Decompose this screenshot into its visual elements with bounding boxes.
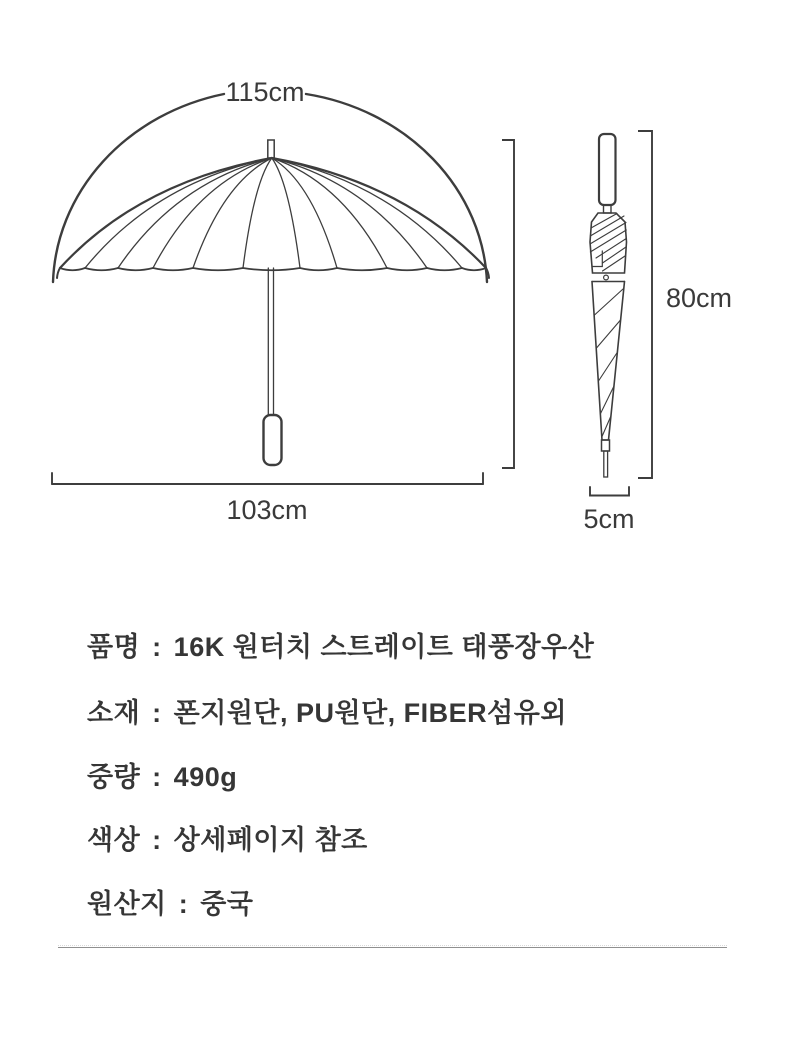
spec-separator: : xyxy=(152,632,162,662)
spec-label: 소재 xyxy=(87,698,141,728)
spec-value: 16K 원터치 스트레이트 태풍장우산 xyxy=(173,632,595,662)
tip-rod xyxy=(604,451,608,477)
umbrella-shaft xyxy=(268,268,273,415)
spec-row-weight xyxy=(87,755,237,794)
spec-separator: : xyxy=(178,889,189,919)
spec-label: 원산지 xyxy=(87,889,167,919)
spec-row-origin xyxy=(87,882,253,921)
spec-value: 490g xyxy=(173,762,238,792)
canopy-ribs xyxy=(60,158,486,268)
height-dimension-label: 80cm xyxy=(666,283,733,313)
section-divider xyxy=(58,945,727,948)
closed-umbrella-handle xyxy=(599,134,616,205)
snap-button xyxy=(604,275,609,280)
open-umbrella-front-view xyxy=(52,94,489,484)
folded-canopy-top xyxy=(590,213,627,273)
spec-label: 품명 xyxy=(87,632,141,662)
spec-value: 폰지원단, PU원단, FIBER섬유외 xyxy=(173,698,567,728)
spec-value: 중국 xyxy=(200,889,254,919)
handle-neck xyxy=(604,205,612,213)
closed-umbrella-height-bracket xyxy=(638,131,652,478)
spec-row-material xyxy=(87,691,567,730)
closed-umbrella-side-view xyxy=(590,134,629,496)
width-dimension-line xyxy=(52,473,483,484)
folded-canopy-body-stripes xyxy=(595,289,624,437)
umbrella-handle xyxy=(264,415,282,465)
spec-label: 색상 xyxy=(87,825,141,855)
folded-width-dimension-label: 5cm xyxy=(583,504,635,534)
open-umbrella-height-bracket xyxy=(502,140,514,468)
spec-row-product-name xyxy=(87,625,594,664)
spec-value: 상세페이지 참조 xyxy=(173,825,368,855)
spec-separator: : xyxy=(152,698,162,728)
width-dimension-label: 103cm xyxy=(226,495,308,525)
folded-width-dimension-line xyxy=(590,487,629,496)
spec-label: 중량 xyxy=(87,762,141,792)
folded-canopy-top-stripes xyxy=(590,214,626,272)
top-ferrule xyxy=(268,140,274,158)
tie-strap-edge xyxy=(593,251,603,267)
canopy-arc-dimension-label: 115cm xyxy=(225,77,305,107)
spec-separator: : xyxy=(152,762,162,792)
folded-canopy-body xyxy=(592,282,625,441)
spec-separator: : xyxy=(152,825,162,855)
bottom-ferrule xyxy=(602,440,610,451)
spec-row-color xyxy=(87,818,368,857)
